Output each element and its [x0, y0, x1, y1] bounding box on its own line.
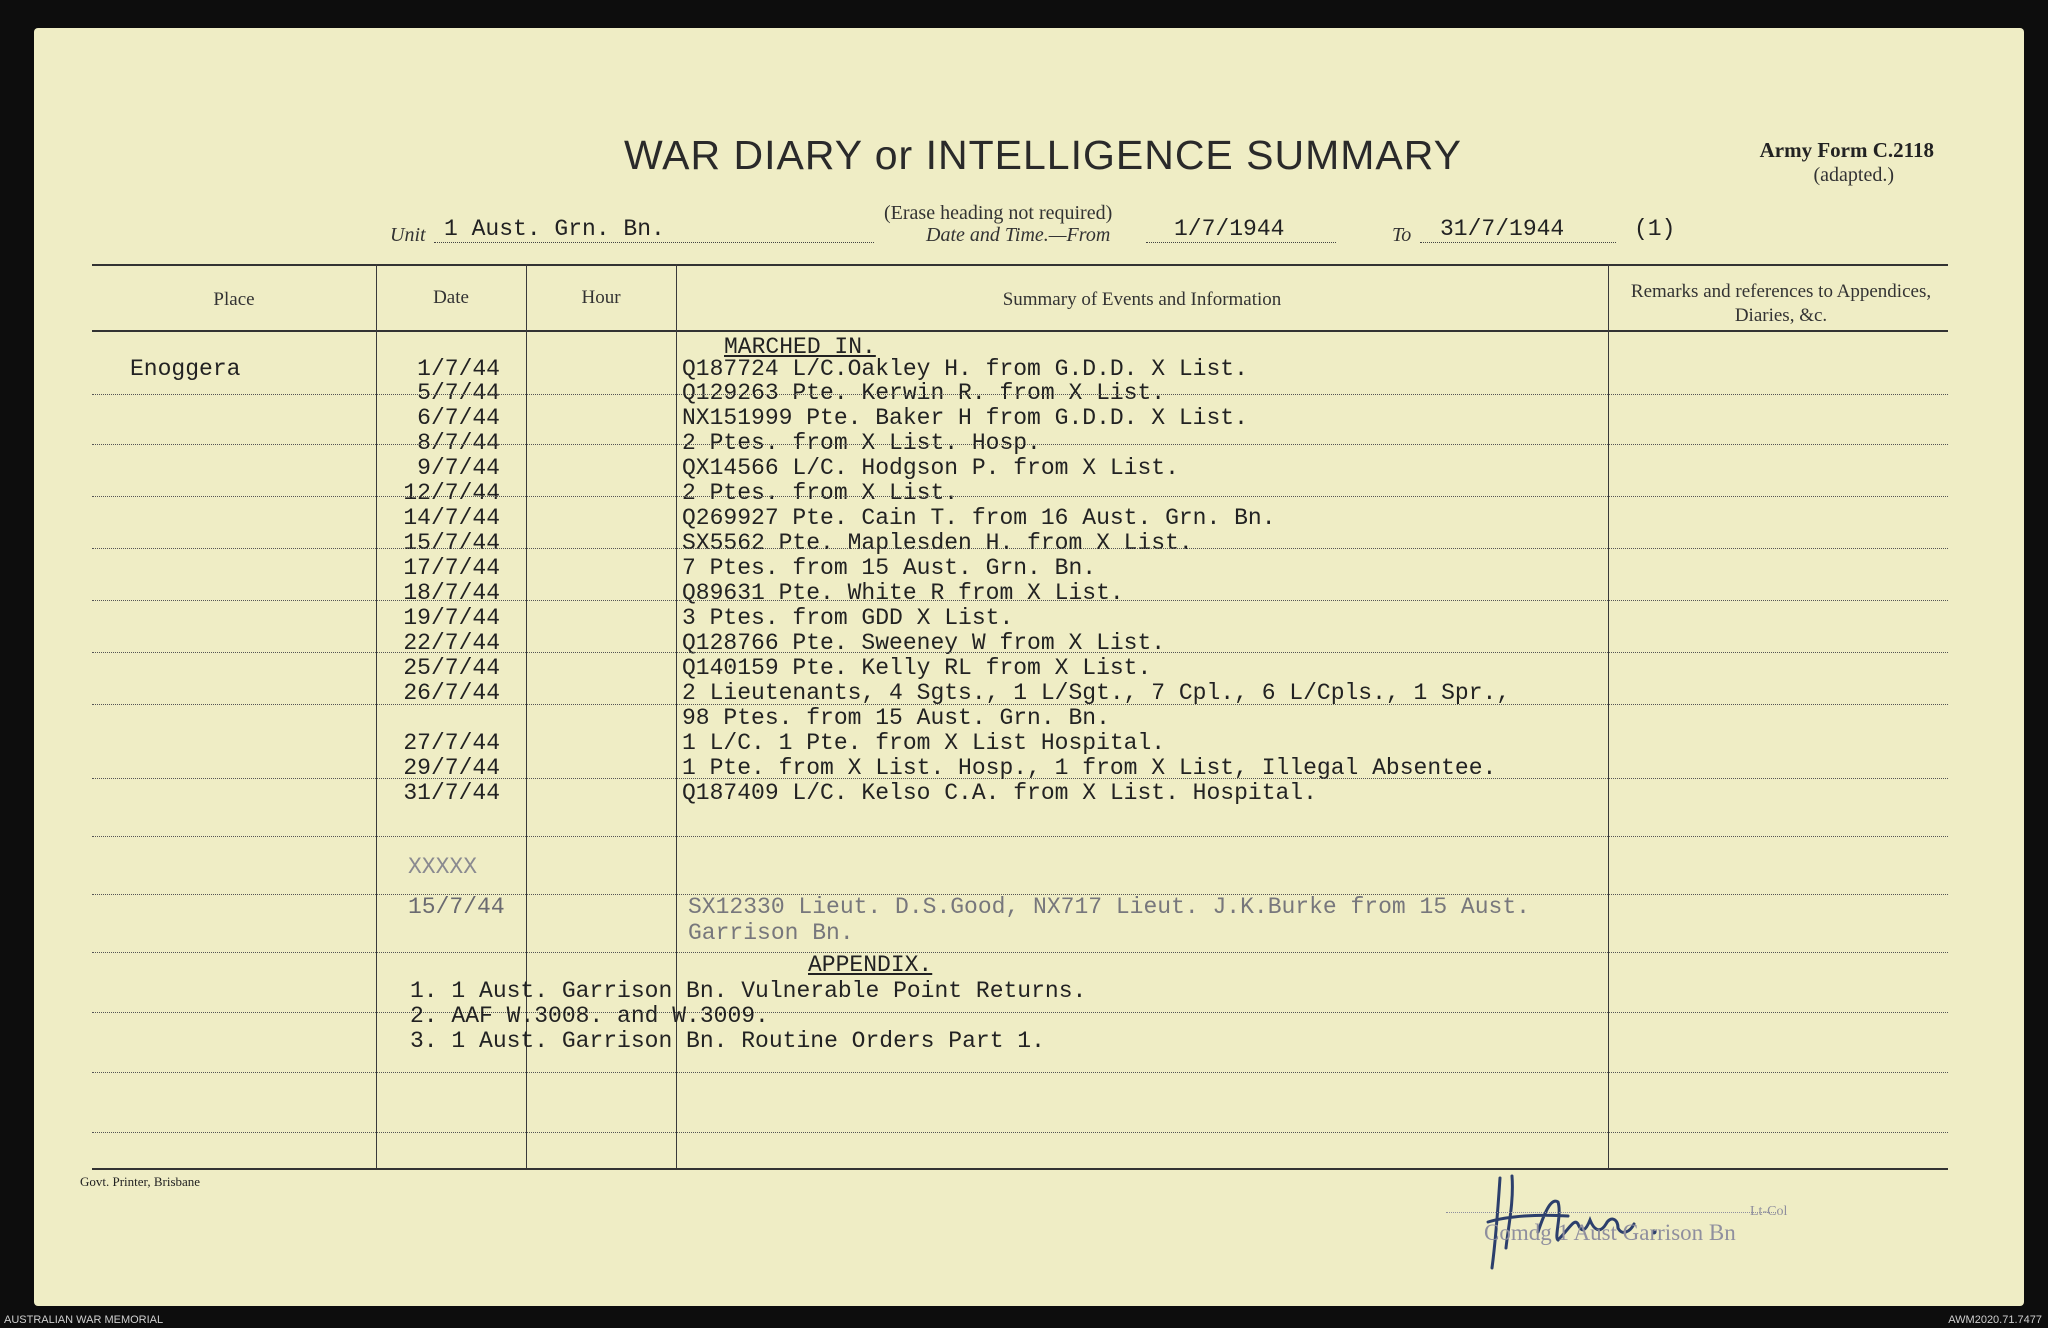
- date-from-label: Date and Time.—From: [926, 224, 1111, 246]
- row-date: 22/7/44: [403, 630, 500, 656]
- appendix-item-1: 1. 1 Aust. Garrison Bn. Vulnerable Point Returns.: [410, 978, 1087, 1004]
- row-date: 18/7/44: [403, 580, 500, 606]
- table-row: [34, 680, 1634, 705]
- row-date: 1/7/44: [417, 356, 500, 382]
- table-row: [34, 780, 1634, 805]
- row-date: 5/7/44: [417, 380, 500, 406]
- row-event: 2 Ptes. from X List.: [682, 480, 959, 506]
- table-row: [34, 356, 1634, 381]
- war-diary-page: [34, 28, 2024, 1306]
- unit-value: 1 Aust. Grn. Bn.: [444, 216, 665, 242]
- table-row: [34, 605, 1634, 630]
- to-value: 31/7/1944: [1440, 216, 1565, 242]
- table-row: [34, 380, 1634, 405]
- row-date: 31/7/44: [403, 780, 500, 806]
- place-enoggera: Enoggera: [130, 356, 241, 382]
- row-date: 15/7/44: [403, 530, 500, 556]
- row-event: 98 Ptes. from 15 Aust. Grn. Bn.: [682, 705, 1110, 731]
- col-header-place: Place: [213, 289, 255, 310]
- col-header-summary: Summary of Events and Information: [1002, 289, 1282, 310]
- row-date: 25/7/44: [403, 655, 500, 681]
- row-date: 26/7/44: [403, 680, 500, 706]
- row-date: 8/7/44: [417, 430, 500, 456]
- archive-caption-right: AWM2020.71.7477: [1948, 1314, 2042, 1326]
- table-row: [34, 655, 1634, 680]
- col-header-date: Date: [433, 287, 469, 308]
- rank-stamp: Lt-Col: [1750, 1204, 1788, 1219]
- table-row: [34, 805, 1634, 830]
- row-event: 2 Ptes. from X List. Hosp.: [682, 430, 1041, 456]
- row-date: 27/7/44: [403, 730, 500, 756]
- row-date: 9/7/44: [417, 455, 500, 481]
- command-stamp: Comdg 1 Aust Garrison Bn: [1484, 1220, 1736, 1245]
- table-row: [34, 480, 1634, 505]
- date-from-value: 1/7/1944: [1174, 216, 1285, 242]
- row-event: Q187409 L/C. Kelso C.A. from X List. Hospital.: [682, 780, 1317, 806]
- row-date: 12/7/44: [403, 480, 500, 506]
- row-date: 19/7/44: [403, 605, 500, 631]
- struck-out-entry: XXXXX: [408, 854, 478, 880]
- appendix-item-3: 3. 1 Aust. Garrison Bn. Routine Orders Part 1.: [410, 1028, 1045, 1054]
- faint-event-line2: Garrison Bn.: [688, 920, 854, 946]
- table-row: [34, 455, 1634, 480]
- appendix-item-2: 2. AAF W.3008. and W.3009.: [410, 1003, 769, 1029]
- to-label: To: [1392, 224, 1412, 246]
- handwritten-signature: [1478, 1158, 1718, 1278]
- faint-date: 15/7/44: [408, 894, 505, 920]
- table-row: [34, 730, 1634, 755]
- table-row: [34, 405, 1634, 430]
- appendix-heading: APPENDIX.: [808, 952, 933, 978]
- row-event: Q128766 Pte. Sweeney W from X List.: [682, 630, 1166, 656]
- marched-in-heading: MARCHED IN.: [724, 334, 876, 360]
- adapted-note: (adapted.): [1813, 164, 1894, 186]
- table-row: [34, 430, 1634, 455]
- row-event: 3 Ptes. from GDD X List.: [682, 605, 1014, 631]
- row-date: 14/7/44: [403, 505, 500, 531]
- unit-label: Unit: [390, 224, 426, 246]
- printer-imprint: Govt. Printer, Brisbane: [80, 1174, 201, 1189]
- col-header-remarks: Remarks and references to Appendices, Diaries, &c.: [1630, 281, 1932, 326]
- table-row: [34, 705, 1634, 730]
- table-row: [34, 580, 1634, 605]
- col-header-hour: Hour: [581, 287, 621, 308]
- row-date: 6/7/44: [417, 405, 500, 431]
- row-event: Q89631 Pte. White R from X List.: [682, 580, 1124, 606]
- row-date: 17/7/44: [403, 555, 500, 581]
- row-event: Q140159 Pte. Kelly RL from X List.: [682, 655, 1152, 681]
- row-event: NX151999 Pte. Baker H from G.D.D. X List.: [682, 405, 1248, 431]
- army-form-number: Army Form C.2118: [1759, 138, 1934, 162]
- row-date: 29/7/44: [403, 755, 500, 781]
- row-event: QX14566 L/C. Hodgson P. from X List.: [682, 455, 1179, 481]
- row-event: SX5562 Pte. Maplesden H. from X List.: [682, 530, 1193, 556]
- form-subtitle: (Erase heading not required): [884, 202, 1113, 224]
- table-row: [34, 530, 1634, 555]
- row-event: 1 Pte. from X List. Hosp., 1 from X List, Illegal Absentee.: [682, 755, 1497, 781]
- row-event: 2 Lieutenants, 4 Sgts., 1 L/Sgt., 7 Cpl., 6 L/Cpls., 1 Spr.,: [682, 680, 1511, 706]
- row-event: 1 L/C. 1 Pte. from X List Hospital.: [682, 730, 1166, 756]
- page-number: (1): [1634, 216, 1676, 242]
- archive-caption-left: AUSTRALIAN WAR MEMORIAL: [4, 1314, 164, 1326]
- row-event: Q269927 Pte. Cain T. from 16 Aust. Grn. Bn.: [682, 505, 1276, 531]
- row-event: 7 Ptes. from 15 Aust. Grn. Bn.: [682, 555, 1097, 581]
- table-row: [34, 505, 1634, 530]
- row-event: Q129263 Pte. Kerwin R. from X List.: [682, 380, 1166, 406]
- table-row: [34, 755, 1634, 780]
- row-event: Q187724 L/C.Oakley H. from G.D.D. X List.: [682, 356, 1248, 382]
- form-title: WAR DIARY or INTELLIGENCE SUMMARY: [624, 132, 1462, 178]
- faint-event-line1: SX12330 Lieut. D.S.Good, NX717 Lieut. J.K.Burke from 15 Aust.: [688, 894, 1530, 920]
- table-row: [34, 555, 1634, 580]
